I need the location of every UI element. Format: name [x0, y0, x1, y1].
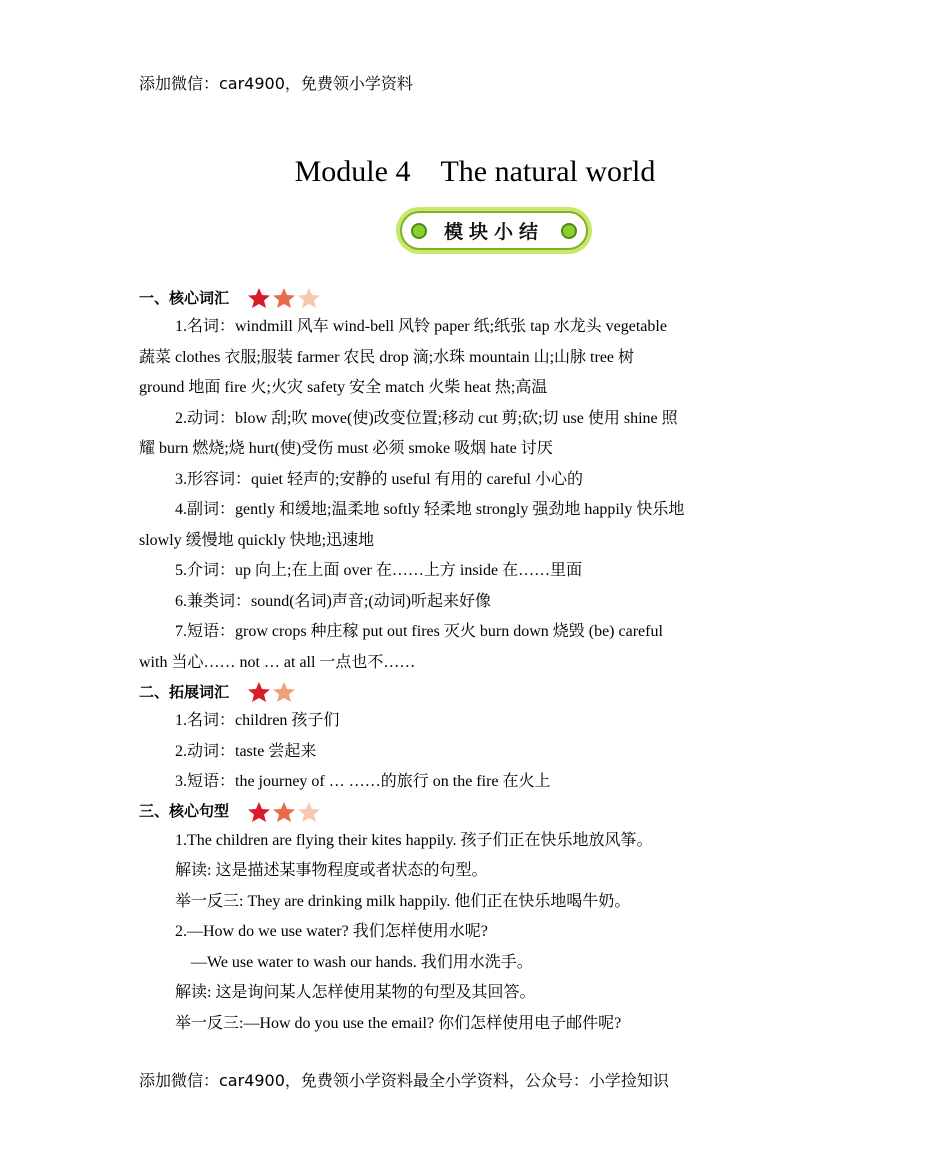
section-heading-extended-vocabulary [139, 678, 819, 706]
summary-content [139, 284, 819, 1039]
text-line: 1.The children are flying their kites happily. 孩子们正在快乐地放风筝。 [175, 831, 653, 849]
text-line: ground 地面 fire 火;火灾 safety 安全 match 火柴 heat 热;高温 [139, 379, 548, 396]
text-line: with 当心…… not … at all 一点也不…… [139, 653, 416, 671]
text-line: 举一反三:—How do you use the email? 你们怎样使用电子邮件呢? [175, 1014, 622, 1032]
star-rating [247, 681, 297, 703]
text-line: 3.形容词：quiet 轻声的;安静的 useful 有用的 careful 小心的 [175, 470, 583, 488]
section-heading-core-vocabulary [139, 284, 819, 312]
star-rating [247, 801, 322, 823]
text-line: 1.名词：children 孩子们 [175, 712, 340, 729]
star-rating [247, 287, 322, 309]
text-line: 2.动词：blow 刮;吹 move(使)改变位置;移动 cut 剪;砍;切 use 使用 shine 照 [175, 409, 678, 427]
module-name: The natural world [440, 155, 656, 188]
green-dot-icon [411, 223, 427, 239]
text-line: 6.兼类词：sound(名词)声音;(动词)听起来好像 [175, 592, 491, 610]
module-number: Module 4 [294, 155, 411, 188]
page-title [0, 152, 950, 192]
section-heading-core-sentences [139, 798, 819, 826]
text-line: 耀 burn 燃烧;烧 hurt(使)受伤 must 必须 smoke 吸烟 hate 讨厌 [139, 440, 553, 457]
text-line: 2.—How do we use water? 我们怎样使用水呢? [175, 923, 488, 940]
star-icon [272, 287, 296, 309]
text-line: slowly 缓慢地 quickly 快地;迅速地 [139, 531, 375, 549]
text-line: 3.短语：the journey of … ……的旅行 on the fire 在火上 [175, 773, 551, 790]
star-icon [297, 287, 321, 309]
section-title: 二、拓展词汇 [139, 682, 230, 701]
star-icon [247, 681, 271, 703]
star-icon [247, 801, 271, 823]
green-dot-icon [561, 223, 577, 239]
text-line: 4.副词：gently 和缓地;温柔地 softly 轻柔地 strongly 强劲地 happily 快乐地 [175, 501, 685, 518]
text-line: 蔬菜 clothes 衣服;服装 farmer 农民 drop 滴;水珠 mountain 山;山脉 tree 树 [139, 348, 635, 366]
footer-note: 添加微信：car4900，免费领小学资料最全小学资料，公众号：小学捡知识 [139, 1071, 669, 1090]
text-line: 1.名词：windmill 风车 wind-bell 风铃 paper 纸;纸张 tap 水龙头 vegetable [175, 318, 667, 335]
star-icon [272, 801, 296, 823]
section-title: 三、核心句型 [139, 802, 230, 821]
text-line: 2.动词：taste 尝起来 [175, 742, 317, 760]
star-icon [272, 681, 296, 703]
text-line: 解读: 这是描述某事物程度或者状态的句型。 [175, 862, 488, 879]
header-note: 添加微信：car4900，免费领小学资料 [139, 74, 413, 93]
text-line: 5.介词：up 向上;在上面 over 在……上方 inside 在……里面 [175, 562, 583, 579]
text-line: 举一反三: They are drinking milk happily. 他们正在快乐地喝牛奶。 [175, 892, 631, 910]
badge-label: 模块小结 [443, 221, 544, 243]
star-icon [297, 801, 321, 823]
text-line: —We use water to wash our hands. 我们用水洗手。 [191, 953, 533, 971]
star-icon [247, 287, 271, 309]
text-line: 解读: 这是询问某人怎样使用某物的句型及其回答。 [175, 984, 536, 1001]
section-title: 一、核心词汇 [139, 288, 230, 307]
text-line: 7.短语：grow crops 种庄稼 put out fires 灭火 burn down 烧毁 (be) careful [175, 623, 663, 640]
module-summary-badge [396, 207, 592, 254]
